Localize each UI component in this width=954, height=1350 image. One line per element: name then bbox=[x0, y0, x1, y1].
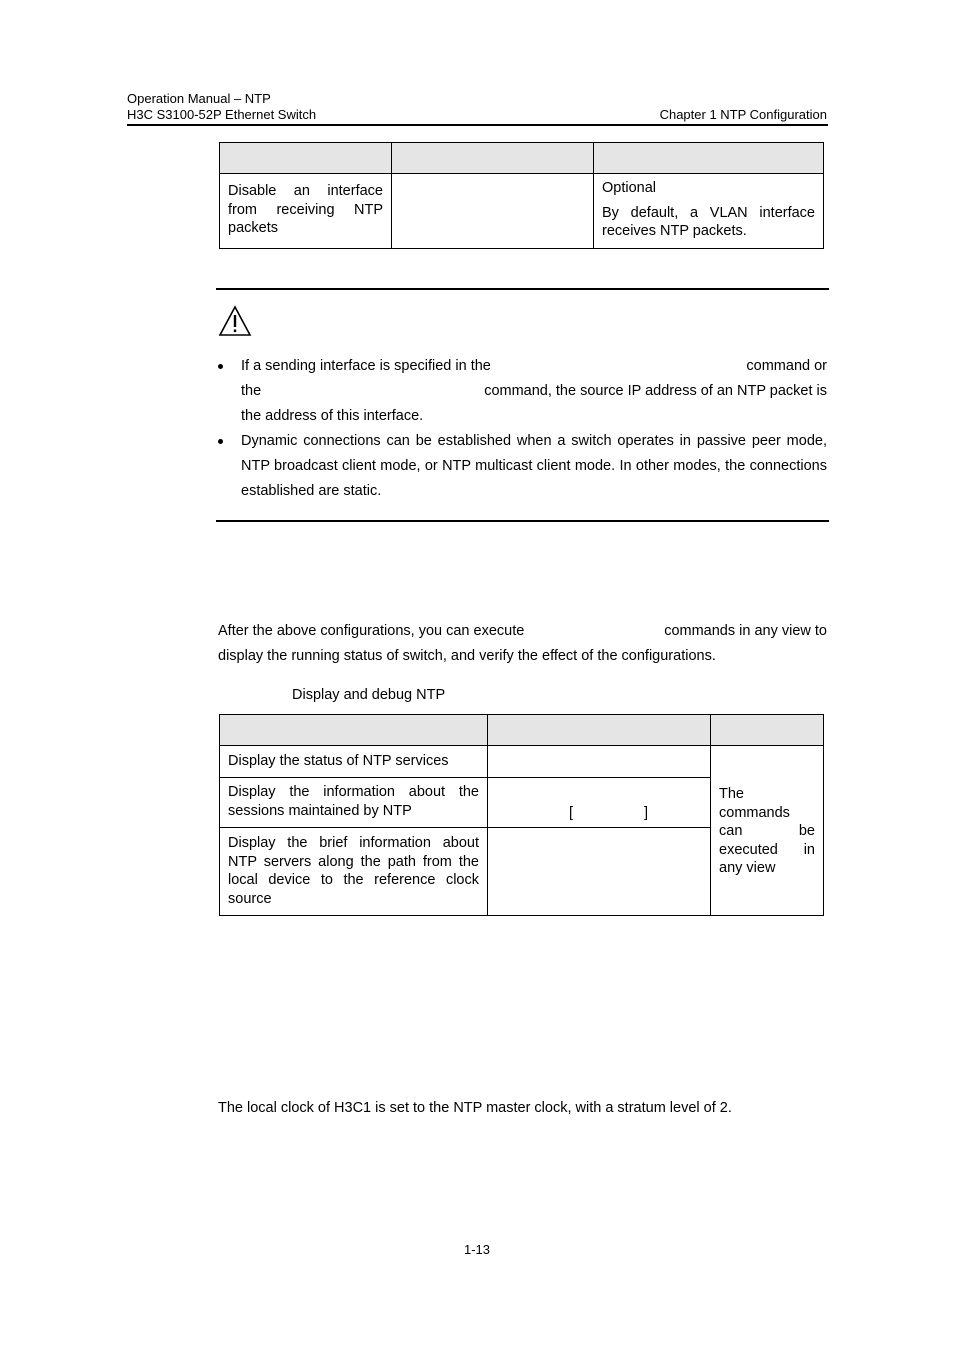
remarks-default: By default, a VLAN interface receives NTP packets. bbox=[602, 204, 815, 239]
optional-bracket-open: [ bbox=[569, 805, 574, 821]
table-row bbox=[220, 746, 824, 778]
bullet1-text-c: the bbox=[241, 383, 262, 399]
table-row bbox=[220, 174, 824, 249]
remarks-optional: Optional bbox=[602, 180, 657, 196]
command-cell bbox=[392, 174, 594, 249]
header-rule bbox=[127, 124, 828, 126]
header-chapter: Chapter 1 NTP Configuration bbox=[659, 107, 827, 122]
remarks-cell bbox=[594, 174, 824, 249]
remarks-cell bbox=[711, 746, 824, 916]
bullet1-text-b: command or bbox=[746, 358, 827, 374]
caution-bullet-2 bbox=[218, 429, 827, 505]
display-paragraph-line1 bbox=[218, 619, 827, 644]
bullet1-text-e: the address of this interface. bbox=[241, 408, 424, 424]
warning-triangle-icon bbox=[218, 305, 252, 342]
caution-bullet-1 bbox=[218, 354, 827, 430]
bullet1-text-d: command, the source IP address of an NTP packet is bbox=[484, 383, 827, 399]
header-product-name: H3C S3100-52P Ethernet Switch bbox=[127, 107, 317, 122]
command-cell bbox=[488, 746, 711, 778]
table-header-row bbox=[220, 715, 824, 746]
caution-bottom-rule bbox=[216, 520, 829, 522]
display-debug-table bbox=[219, 714, 824, 916]
caution-top-rule bbox=[216, 288, 829, 290]
bullet-dot bbox=[218, 364, 223, 369]
bullet2-text: Dynamic connections can be established when a switch operates in passive peer mode, NTP broadcast client mode, or NTP multicast client mode. In other modes, the connections established are static. bbox=[241, 433, 827, 499]
operation-cell: Disable an interface from receiving NTP packets bbox=[220, 174, 392, 249]
example-paragraph: The local clock of H3C1 is set to the NTP master clock, with a stratum level of 2. bbox=[218, 1100, 732, 1116]
bullet1-text-a: If a sending interface is specified in the bbox=[241, 358, 491, 374]
bullet-dot bbox=[218, 439, 223, 444]
command-cell bbox=[488, 828, 711, 916]
top-config-table bbox=[219, 142, 824, 249]
table-header-row bbox=[220, 143, 824, 174]
operation-cell: Display the brief information about NTP servers along the path from the local device to the reference clock source bbox=[220, 828, 488, 916]
remarks-text: The commands can be executed in any view bbox=[719, 786, 815, 877]
display-para-a: After the above configurations, you can execute bbox=[218, 623, 525, 639]
optional-bracket-close: ] bbox=[644, 805, 649, 821]
command-cell bbox=[488, 778, 711, 828]
page-number: 1-13 bbox=[463, 1242, 491, 1257]
operation-cell: Display the information about the sessions maintained by NTP bbox=[220, 778, 488, 828]
table-caption: Display and debug NTP bbox=[292, 687, 446, 703]
display-para-b: commands in any view to bbox=[664, 623, 827, 639]
operation-cell: Display the status of NTP services bbox=[220, 746, 488, 778]
display-paragraph-line2: display the running status of switch, and verify the effect of the configurations. bbox=[218, 648, 716, 664]
header-manual-title: Operation Manual – NTP bbox=[127, 91, 271, 106]
